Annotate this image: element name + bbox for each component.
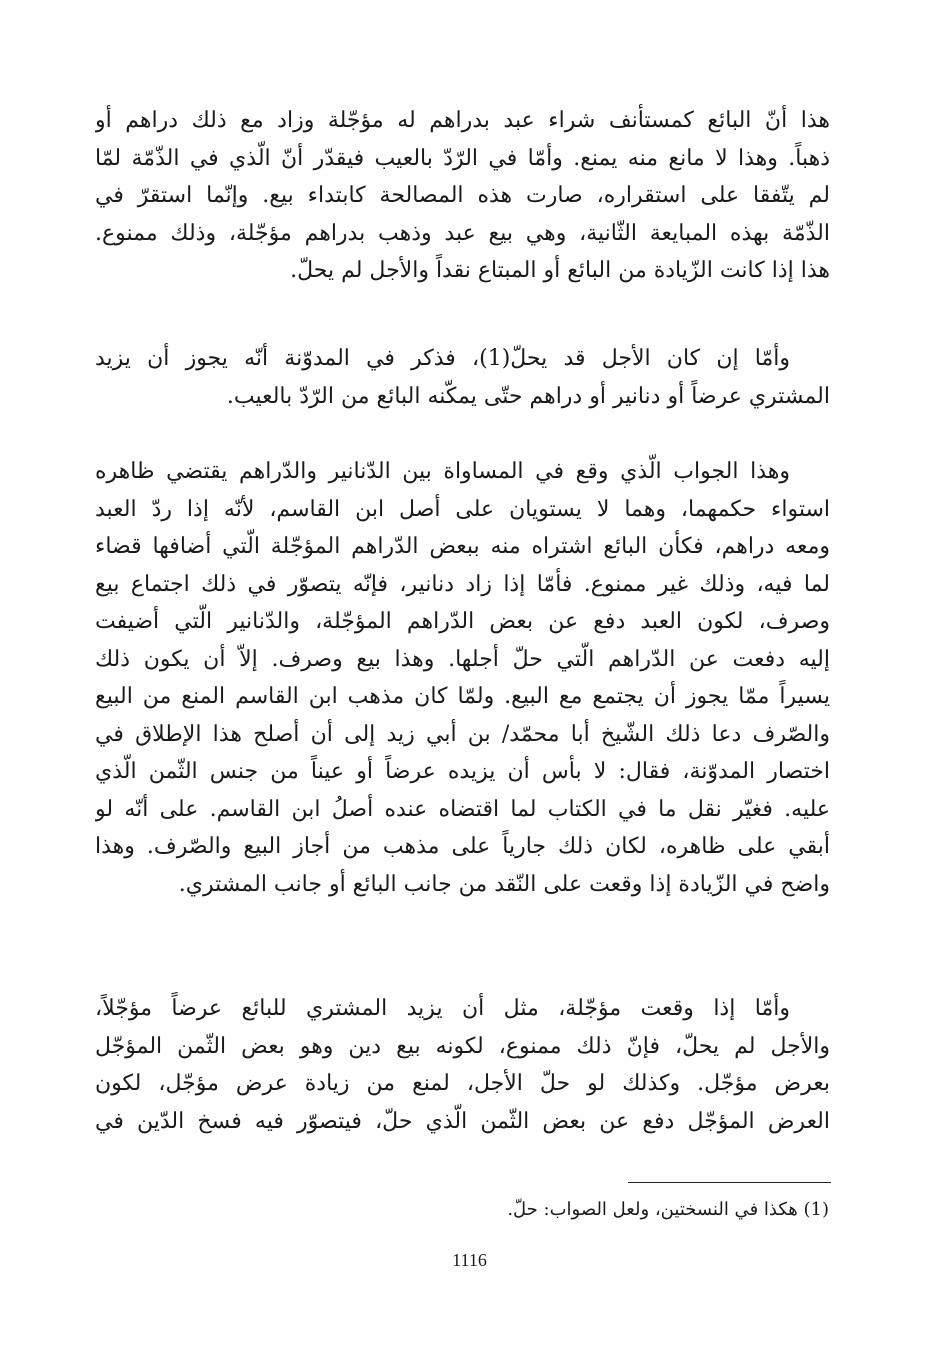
text-line: وأمّا إذا وقعت مؤجّلة، مثل أن يزيد المشتري للبائع عرضاً مؤجّلاً،: [95, 996, 790, 1021]
page-number: 1116: [452, 1250, 487, 1270]
text-line: ذهباً. وهذا لا مانع منه يمنع. وأمّا في الرّدّ بالعيب فيقدّر أنّ الّذي في الذّمّة لمّا: [95, 145, 830, 171]
text-line: هذا إذا كانت الزّيادة من البائع أو المبتاع نقداً والأجل لم يحلّ.: [290, 258, 830, 283]
text-line: ومعه دراهم، فكأن البائع اشتراه منه ببعض الدّراهم المؤجّلة الّتي أضافها قضاء: [95, 534, 830, 559]
text-line: وأمّا إن كان الأجل قد يحلّ(1)، فذكر في المدوّنة أنّه يجوز أن يزيد: [95, 346, 790, 371]
text-line: يسيراً ممّا يجوز أن يجتمع مع البيع. ولمّا كان مذهب ابن القاسم المنع من البيع: [95, 684, 830, 709]
paragraph-3: [95, 453, 830, 903]
text-line: العرض المؤجّل دفع عن بعض الثّمن الّذي حلّ، فيتصوّر فيه فسخ الدّين في: [95, 1108, 830, 1134]
text-line: والأجل لم يحلّ، فإنّ ذلك ممنوع، لكونه بيع دين وهو بعض الثّمن المؤجّل: [95, 1033, 830, 1059]
text-line: والصّرف دعا ذلك الشّيخ أبا محمّد/ بن أبي زيد إلى أن أصلح هذا الإطلاق في: [95, 721, 830, 747]
text-line: وصرف، لكون العبد دفع عن بعض الدّراهم المؤجّلة، والدّنانير الّتي أضيفت: [95, 609, 830, 634]
footnote: (1) هكذا في النسختين، ولعل الصواب: حلّ.: [507, 1199, 829, 1220]
paragraph-4: [95, 990, 830, 1140]
footnote-divider: [628, 1182, 831, 1183]
paragraph-1: [95, 102, 830, 290]
text-line: المشتري عرضاً أو دنانير أو دراهم حتّى يمكّنه البائع من الرّدّ بالعيب.: [226, 383, 830, 409]
text-line: واضح في الزّيادة إذا وقعت على النّقد من جانب البائع أو جانب المشتري.: [178, 871, 830, 897]
text-line: لما فيه، وذلك غير ممنوع. فأمّا إذا زاد دنانير، فإنّه يتصوّر في ذلك اجتماع بيع: [95, 571, 830, 597]
paragraph-2: [95, 340, 830, 415]
text-line: بعرض مؤجّل. وكذلك لو حلّ الأجل، لمنع من زيادة عرض مؤجّل، لكون: [95, 1071, 830, 1096]
text-line: الذّمّة بهذه المبايعة الثّانية، وهي بيع عبد وذهب بدراهم مؤجّلة، وذلك ممنوع.: [95, 220, 830, 246]
text-line: اختصار المدوّنة، فقال: لا بأس أن يزيده عرضاً أو عيناً من جنس الثّمن الّذي: [95, 759, 830, 784]
text-line: استواء حكمهما، وهما لا يستويان على أصل ابن القاسم، لأنّه إذا ردّ العبد: [95, 496, 830, 522]
text-line: هذا أنّ البائع كمستأنف شراء عبد بدراهم له مؤجّلة وزاد مع ذلك دراهم أو: [95, 108, 830, 133]
text-line: عليه. فغيّر نقل ما في الكتاب لما اقتضاه عنده أصلُ ابن القاسم. على أنّه لو: [95, 796, 830, 822]
text-line: لم يتّفقا على استقراره، صارت هذه المصالحة كابتداء بيع. وإنّما استقرّ في: [95, 183, 830, 208]
text-line: وهذا الجواب الّذي وقع في المساواة بين الدّنانير والدّراهم يقتضي ظاهره: [95, 459, 790, 484]
text-line: أبقي على ظاهره، لكان ذلك جارياً على مذهب من أجاز البيع والصّرف. وهذا: [95, 834, 830, 859]
text-line: إليه دفعت عن الدّراهم الّتي حلّ أجلها. وهذا بيع وصرف. إلاّ أن يكون ذلك: [95, 646, 830, 672]
